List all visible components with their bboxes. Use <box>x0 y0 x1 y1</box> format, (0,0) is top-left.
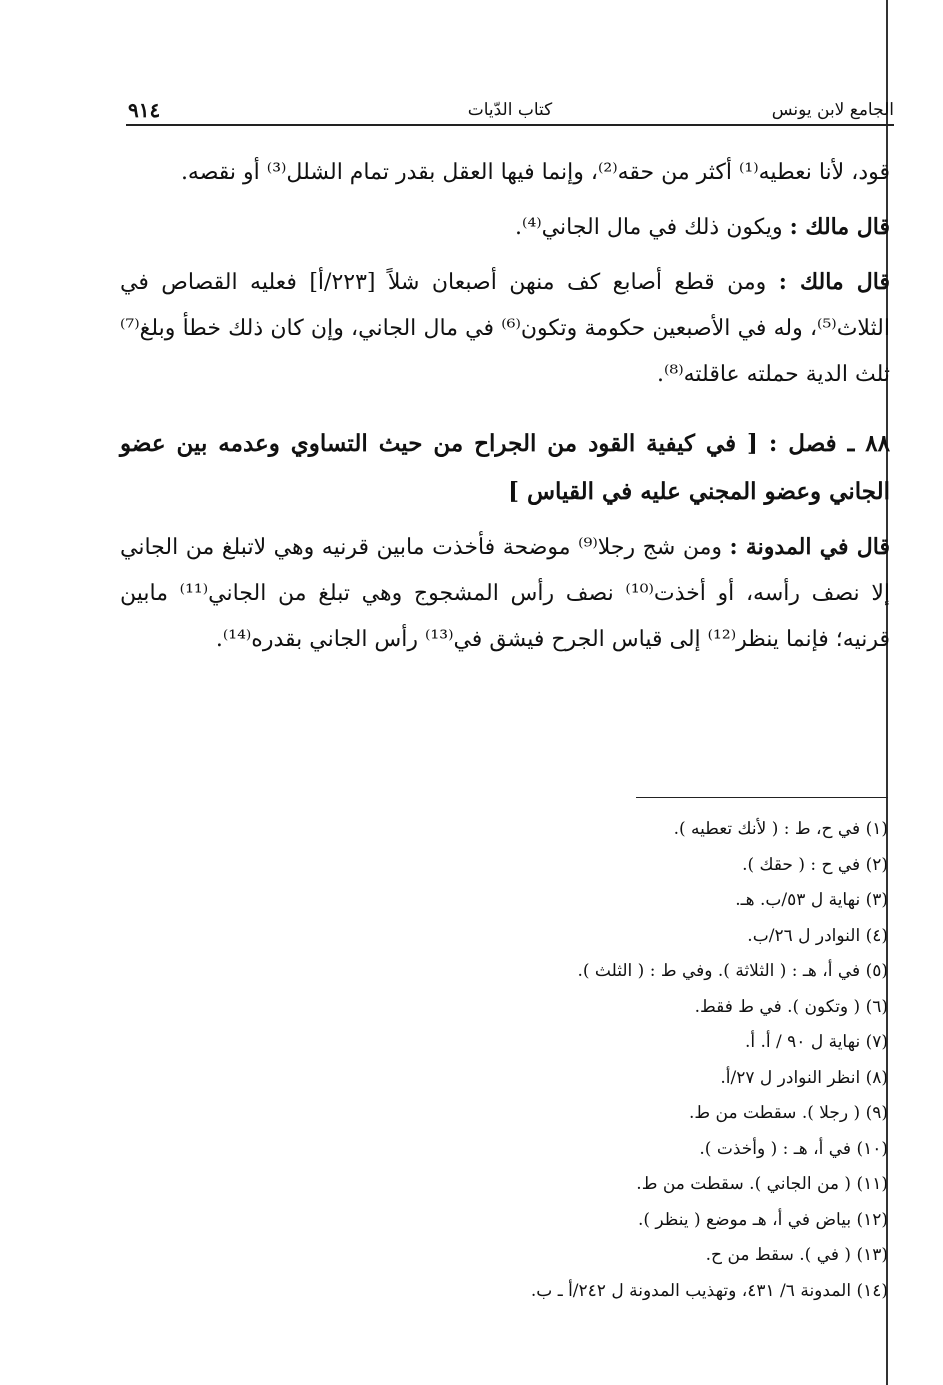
footnote: (٢) في ح : ( حقك ). <box>742 854 888 875</box>
speaker-lead: قال مالك : <box>789 214 890 240</box>
footnote: (١٢) بياض في أ، هـ موضع ( ينظر ). <box>637 1209 888 1230</box>
footnote: (١) في ح، ط : ( لأنك تعطيه ). <box>673 819 888 839</box>
footnote: (٣) نهاية ل ٥٣/ب. هـ. <box>735 890 888 910</box>
main-text <box>120 150 890 663</box>
footnote: (١٣) ( في ). سقط من ح. <box>705 1245 888 1265</box>
footnote: (٨) انظر النوادر ل ٢٧/أ. <box>720 1067 888 1088</box>
footnote: (١١) ( من الجاني ). سقطت من ط. <box>636 1174 888 1194</box>
footnote-separator <box>636 797 888 798</box>
paragraph-text: ويكون ذلك في مال الجاني⁽⁴⁾. <box>515 215 790 240</box>
page-number: ٩١٤ <box>128 98 161 122</box>
footnote: (٩) ( رجلا ). سقطت من ط. <box>688 1103 888 1123</box>
paragraph <box>120 204 890 251</box>
paragraph-text: ومن شج رجلا⁽⁹⁾ موضحة فأخذت مابين قرنيه وهي لاتبلغ من الجاني إلا نصف رأسه، أو أخذت⁽¹⁰⁾ نصف رأس المشجوج وهي تبلغ من الجاني⁽¹¹⁾ مابين قرنيه؛ فإنما ينظر⁽¹²⁾ إلى قياس الجرح فيشق في⁽¹³⁾ رأس الجاني بقدره⁽¹⁴⁾. <box>120 535 890 652</box>
footnote: (٧) نهاية ل ٩٠ / أ. أ. <box>744 1032 888 1052</box>
page-header <box>126 98 894 126</box>
speaker-lead: قال في المدونة : <box>729 534 890 560</box>
book-title: الجامع لابن يونس <box>771 100 894 120</box>
footnote: (١٠) في أ، هـ : ( وأخذت ). <box>699 1138 888 1159</box>
section-heading: ٨٨ ـ فصل : [ في كيفية القود من الجراح من حيث التساوي وعدمه بين عضو الجاني وعضو المجني عليه في القياس ] <box>120 430 890 505</box>
footnote: (٤) النوادر ل ٢٦/ب. <box>747 925 888 946</box>
footnotes <box>300 812 888 1309</box>
chapter-title: كتاب الدّيات <box>467 100 553 120</box>
paragraph-text: ومن قطع أصابع كف منهن أصبعان شلاً [٢٢٣/أ] فعليه القصاص في الثلاث⁽⁵⁾، وله في الأصبعين حكومة وتكون⁽⁶⁾ في مال الجاني، وإن كان ذلك خطأ وبلغ⁽⁷⁾ ثلث الدية حملته عاقلته⁽⁸⁾. <box>120 270 890 387</box>
speaker-lead: قال مالك : <box>778 269 890 295</box>
footnote: (٦) ( وتكون ). في ط فقط. <box>694 996 888 1017</box>
footnote: (١٤) المدونة ٦/ ٤٣١، وتهذيب المدونة ل ٢٤٢/أ ـ ب. <box>530 1280 888 1301</box>
paragraph: قود، لأنا نعطيه⁽¹⁾ أكثر من حقه⁽²⁾، وإنما فيها العقل بقدر تمام الشلل⁽³⁾ أو نقصه. <box>180 160 890 185</box>
paragraph <box>120 259 890 398</box>
footnote: (٥) في أ، هـ : ( الثلاثة ). وفي ط : ( الثلث ). <box>577 961 888 981</box>
paragraph <box>120 524 890 663</box>
